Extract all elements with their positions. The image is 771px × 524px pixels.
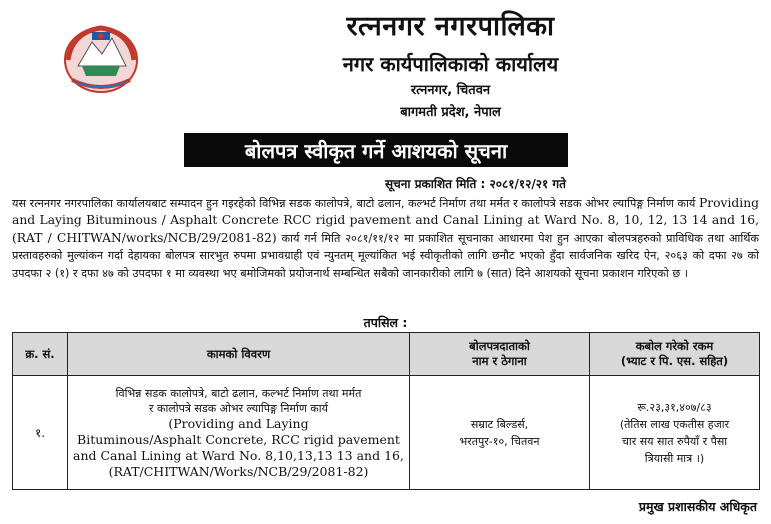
header-sn: क्र. सं. [13,333,68,376]
office-name: नगर कार्यपालिकाको कार्यालय [342,52,559,76]
row-desc [68,376,410,490]
row-desc-en-line-1: (Providing and Laying [168,415,309,431]
row-bidder [410,376,590,490]
row-desc-np-line-2: र कालोपत्रे सडक ओभर ल्यापिङ्ग निर्माण कार्य [149,401,328,415]
nepal-emblem-icon [62,20,140,94]
notice-body-part-1: यस रत्ननगर नगरपालिका कार्यालयबाट सम्पादन हुन गइरहेको विभिन्न सडक कालोपत्रे, बाटो ढलान, कल्भर्ट निर्माण तथा मर्मत र कालोपत्रे सडक ओभर ल्यापिङ्ग निर्माण कार्य [12,197,699,210]
table-row [13,376,760,490]
published-date: सूचना प्रकाशित मिति : २०८१/१२/२१ गते [385,177,566,191]
row-amount-line-2: (तेतिस लाख एकतीस हजार [619,417,730,431]
notice-body [12,195,759,282]
address-line-1: रत्ननगर, चितवन [410,83,491,98]
address-line-2: बागमती प्रदेश, नेपाल [400,105,501,120]
row-amount-line-4: त्रियासी मात्र ।) [644,451,705,465]
header-bidder-line-2: नाम र ठेगाना [472,354,527,368]
row-amount-line-1: रू.२३,३१,४०७/८३ [637,400,712,414]
municipality-name: रत्ननगर नगरपालिका [346,11,555,42]
header-bidder [410,333,590,376]
notice-body-part-3: कार्य गर्न मिति २०८१/११/१२ मा प्रकाशित सूचनाका आधारमा पेश हुन आएका बोलपत्रहरुको प्राविधिक तथा आर्थिक प्रस्तावहरुको मुल्यांकन गर्दा देहायका बोलपत्र सारभुत रुपमा प्रभावग्राही एवं न्युनतम् मूल्यांकित भई स्वीकृतीको लागि छनौट भएको हुँदा सार्वजनिक खरिद ऐन, २०६३ को दफा २७ को उपदफा २ (१) र दफा ४७ को उपदफा १ मा व्यवस्था भए बमोजिमको प्रयोजनार्थ सम्बन्धित सबैको जानकारीको लागि ७ (सात) दिने आशयको सूचना प्रकाशन गरिएको छ । [12,231,759,280]
row-desc-np-line-1: विभिन्न सडक कालोपत्रे, बाटो ढलान, कल्भर्ट निर्माण तथा मर्मत [115,386,362,400]
notice-title: बोलपत्र स्वीकृत गर्ने आशयको सूचना [184,133,568,167]
row-amount [590,376,760,490]
row-bidder-line-2: भरतपुर-१०, चितवन [459,434,540,448]
notice-body-part-2: Providing and Laying Bituminous / Asphalt Concrete RCC rigid pavement and Canal Lining at Ward No. 8, 10, 12, 13 14 and 16, (RAT / CHITWAN/works/NCB/29/2081-82) [12,196,759,245]
header-amount-line-2: (भ्याट र पि. एस. सहित) [620,354,729,368]
row-desc-en-line-2: Bituminous/Asphalt Concrete, RCC rigid pavement [77,431,400,447]
row-desc-en-line-3: and Canal Lining at Ward No. 8,10,13,13 13 and 16, [73,447,404,463]
row-sn: १. [13,376,68,490]
row-amount-line-3: चार सय सात रुपैयाँ र पैसा [621,434,728,448]
header-amount [590,333,760,376]
header-amount-line-1: कबोल गरेको रकम [635,339,714,353]
row-bidder-line-1: सम्राट बिल्डर्स, [470,417,529,431]
bid-table [12,332,760,490]
header-desc: कामको विवरण [68,333,410,376]
table-header-row [13,333,760,376]
signature-title: प्रमुख प्रशासकीय अधिकृत [638,499,757,514]
row-desc-en-line-4: (RAT/CHITWAN/Works/NCB/29/2081-82) [108,463,369,479]
tapasil-heading: तपसिल : [363,315,408,330]
header-bidder-line-1: बोलपत्रदाताको [469,339,530,353]
